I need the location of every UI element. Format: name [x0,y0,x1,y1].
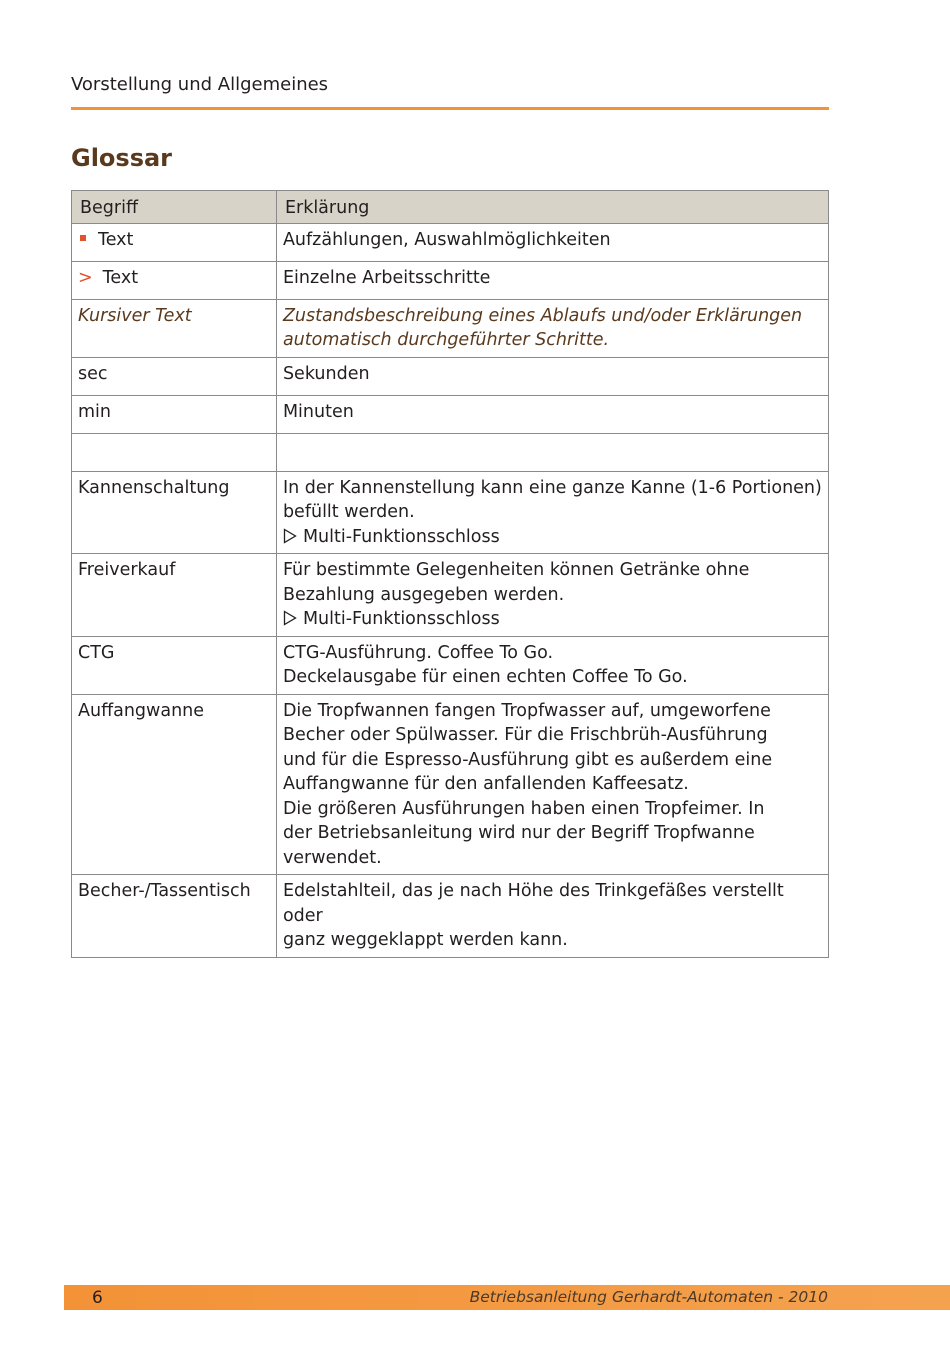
explanation-cell [276,223,828,261]
explanation-line: Deckelausgabe für einen echten Coffee To Go. [282,667,688,687]
explanation-line: Die größeren Ausführungen haben einen Tropfeimer. In [282,798,765,819]
explanation-line: und für die Espresso-Ausführung gibt es außerdem eine [282,749,773,770]
table-row [72,554,829,637]
table-row [72,395,829,433]
table-header-row [72,191,829,224]
reference-link[interactable]: Multi-Funktionsschloss [302,526,500,547]
term-cell [72,433,277,471]
table-row [72,299,829,357]
header-divider [71,107,829,110]
explanation-line: befüllt werden. [282,502,415,522]
term-cell [72,299,277,357]
explanation-line: ganz weggeklappt werden kann. [282,930,568,950]
explanation-line: Zustandsbeschreibung eines Ablaufs und/oder Erklärungen [282,305,803,326]
term-cell [72,223,277,261]
triangle-reference-icon [283,528,297,544]
explanation-line: CTG-Ausführung. Coffee To Go. [282,642,554,663]
explanation-cell [276,261,828,299]
term-text: min [78,401,112,422]
page-number: 6 [92,1288,103,1308]
explanation-line: Einzelne Arbeitsschritte [282,267,491,288]
column-header-term: Begriff [72,191,277,224]
explanation-cell [276,554,828,637]
term-text: Auffangwanne [78,700,205,721]
explanation-line: Minuten [282,401,354,422]
term-cell [72,395,277,433]
table-row [72,433,829,471]
explanation-line: Für bestimmte Gelegenheiten können Getränke ohne [282,560,750,580]
explanation-line: Die Tropfwannen fangen Tropfwasser auf, umgeworfene [282,700,771,721]
explanation-cell [276,636,828,694]
explanation-line: Sekunden [282,363,370,384]
term-text: Freiverkauf [78,560,176,580]
column-header-explanation: Erklärung [276,191,828,224]
table-row [72,261,829,299]
term-text: Kursiver Text [78,305,192,326]
term-cell [72,554,277,637]
table-row [72,471,829,554]
explanation-line: Becher oder Spülwasser. Für die Frischbrüh-Ausführung [282,725,768,745]
explanation-cell [276,471,828,554]
explanation-cell [276,433,828,471]
explanation-line: der Betriebsanleitung wird nur der Begriff Tropfwanne [282,823,755,843]
explanation-line: Auffangwanne für den anfallenden Kaffeesatz. [282,774,689,794]
term-cell [72,694,277,875]
section-header: Vorstellung und Allgemeines [71,74,329,95]
explanation-line: verwendet. [282,847,382,868]
explanation-line: Bezahlung ausgegeben werden. [282,584,565,605]
term-text: CTG [78,642,115,663]
term-text: Kannenschaltung [78,477,230,498]
term-cell [72,875,277,958]
explanation-cell [276,694,828,875]
term-cell [72,357,277,395]
explanation-cell [276,875,828,958]
table-row [72,636,829,694]
table-row [72,223,829,261]
explanation-cell [276,299,828,357]
footer-document-title: Betriebsanleitung Gerhardt-Automaten - 2010 [469,1288,828,1306]
explanation-cell [276,357,828,395]
step-arrow-icon: > [78,267,93,288]
page-title: Glossar [71,144,173,172]
explanation-line: Edelstahlteil, das je nach Höhe des Trinkgefäßes verstellt oder [282,881,784,926]
square-bullet-icon [80,235,86,241]
term-cell [72,261,277,299]
table-row [72,694,829,875]
explanation-line: In der Kannenstellung kann eine ganze Kanne (1-6 Portionen) [282,477,822,498]
term-text: sec [78,363,108,384]
explanation-cell [276,395,828,433]
table-row [72,357,829,395]
glossary-table [71,190,829,958]
term-text: Text [98,229,134,250]
explanation-line: automatisch durchgeführter Schritte. [282,330,610,350]
reference-link[interactable]: Multi-Funktionsschloss [302,609,500,629]
term-text: Becher-/Tassentisch [78,881,251,901]
table-row [72,875,829,958]
term-cell [72,471,277,554]
term-cell [72,636,277,694]
explanation-line: Aufzählungen, Auswahlmöglichkeiten [282,229,611,250]
triangle-reference-icon [283,610,297,626]
term-text: Text [102,267,139,288]
